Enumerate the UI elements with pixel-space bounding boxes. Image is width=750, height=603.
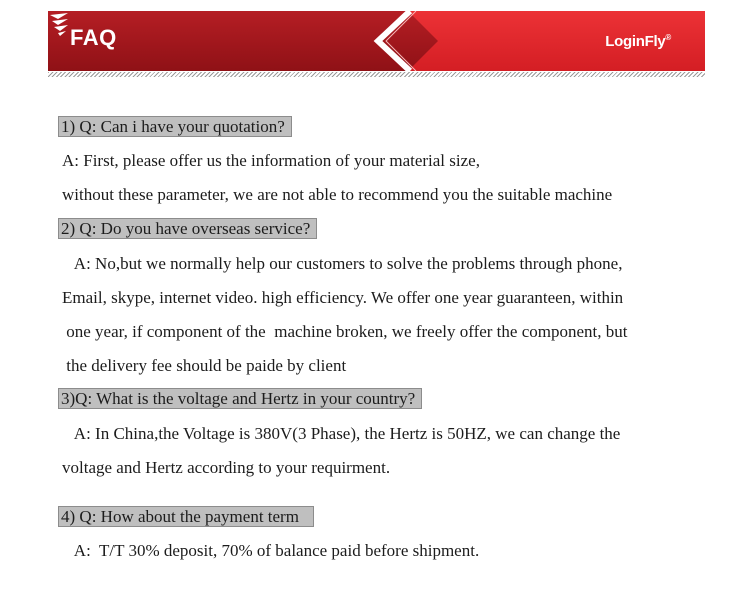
faq-answer-line: without these parameter, we are not able to recommend you the suitable machine: [62, 185, 613, 204]
faq-answer-line: voltage and Hertz according to your requirment.: [62, 458, 391, 477]
faq-question-3: 3)Q: What is the voltage and Hertz in your country?: [58, 388, 422, 410]
faq-answer-line: A: In China,the Voltage is 380V(3 Phase), the Hertz is 50HZ, we can change the: [62, 424, 621, 443]
registered-mark: ®: [665, 33, 671, 42]
faq-answer-line: one year, if component of the machine broken, we freely offer the component, but: [62, 322, 628, 341]
faq-answer-line: A: First, please offer us the information of your material size,: [62, 151, 480, 170]
banner-underline: [48, 72, 705, 77]
faq-question-1: 1) Q: Can i have your quotation?: [58, 116, 292, 138]
faq-question-4: 4) Q: How about the payment term: [58, 506, 314, 528]
logo-wings-icon: [48, 11, 70, 37]
faq-banner: [48, 11, 705, 71]
brand-logo: [605, 33, 671, 50]
brand-logo-text: LoginFly: [605, 33, 666, 50]
faq-answer-line: Email, skype, internet video. high efficiency. We offer one year guaranteen, within: [62, 288, 624, 307]
faq-question-2: 2) Q: Do you have overseas service?: [58, 218, 317, 240]
page-title: FAQ: [70, 25, 117, 50]
faq-answer-line: A: No,but we normally help our customers to solve the problems through phone,: [62, 254, 623, 273]
faq-answer-line: A: T/T 30% deposit, 70% of balance paid before shipment.: [62, 541, 480, 560]
faq-answer-line: the delivery fee should be paide by client: [62, 356, 347, 375]
